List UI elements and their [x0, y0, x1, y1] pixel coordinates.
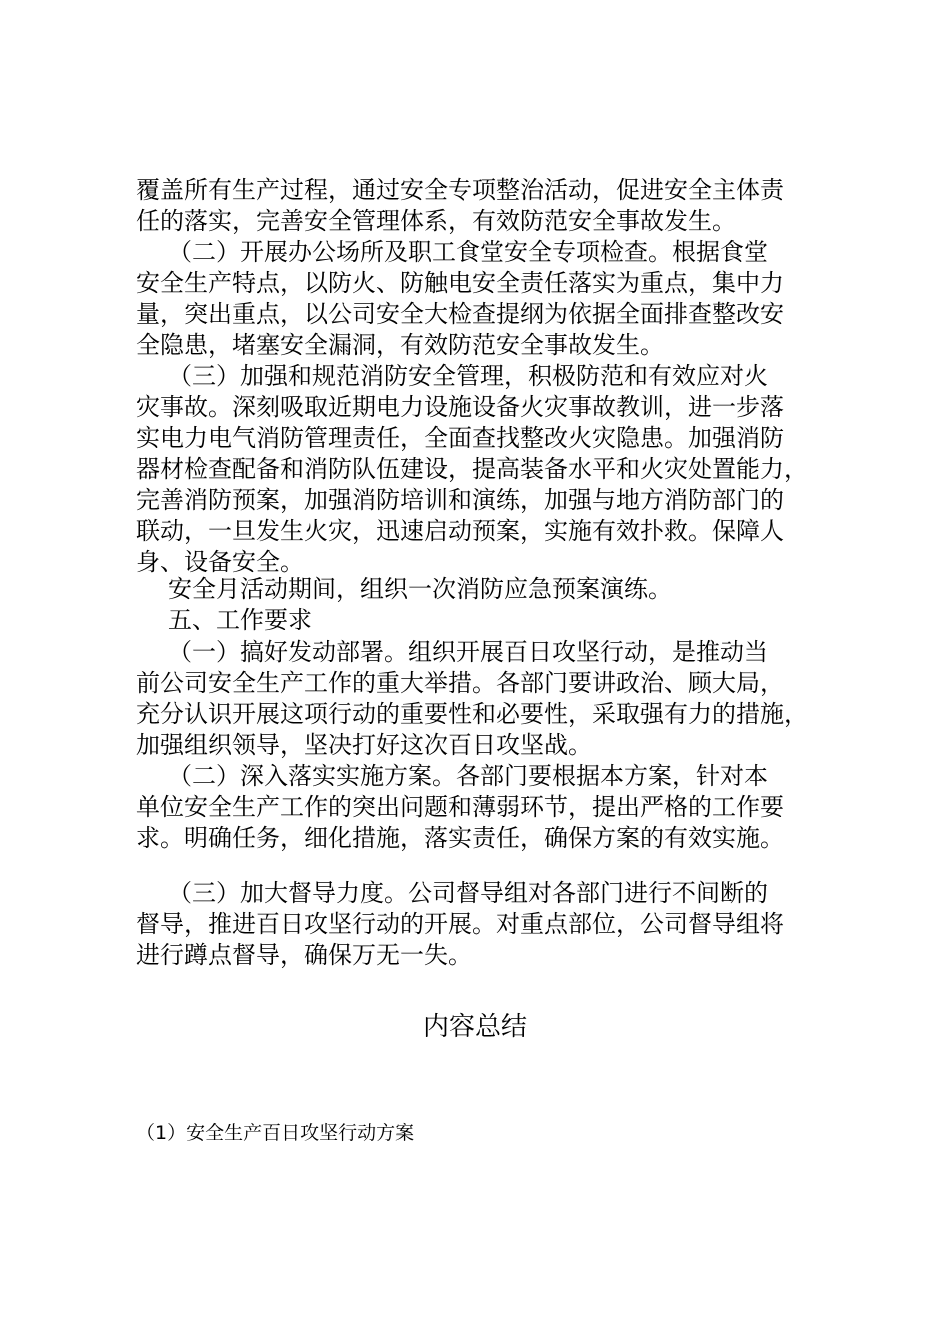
body-line: 前公司安全生产工作的重大举措。各部门要讲政治、顾大局，	[136, 669, 784, 697]
body-line: 督导，推进百日攻坚行动的开展。对重点部位，公司督导组将	[136, 910, 784, 938]
body-line: 安全生产特点，以防火、防触电安全责任落实为重点，集中力	[136, 269, 784, 297]
body-line: 实电力电气消防管理责任，全面查找整改火灾隐患。加强消防	[136, 424, 784, 452]
body-line: 安全月活动期间，组织一次消防应急预案演练。	[168, 575, 672, 603]
body-line: 任的落实，完善安全管理体系，有效防范安全事故发生。	[136, 207, 736, 235]
body-line: （一）搞好发动部署。组织开展百日攻坚行动，是推动当	[168, 638, 768, 666]
body-line: 灾事故。深刻吸取近期电力设施设备火灾事故教训，进一步落	[136, 393, 784, 421]
body-line: 完善消防预案，加强消防培训和演练，加强与地方消防部门的	[136, 486, 784, 514]
body-line: 求。明确任务，细化措施，落实责任，确保方案的有效实施。	[136, 824, 784, 852]
body-line: 身、设备安全。	[136, 548, 304, 576]
body-line: 全隐患，堵塞安全漏洞，有效防范安全事故发生。	[136, 331, 664, 359]
body-line: （三）加大督导力度。公司督导组对各部门进行不间断的	[168, 879, 768, 907]
summary-title: 内容总结	[422, 1012, 527, 1042]
summary-item: （1）安全生产百日攻坚行动方案	[136, 1122, 415, 1144]
body-line: 充分认识开展这项行动的重要性和必要性，采取强有力的措施，	[136, 700, 808, 728]
body-line: 单位安全生产工作的突出问题和薄弱环节，提出严格的工作要	[136, 793, 784, 821]
body-line: 量，突出重点，以公司安全大检查提纲为依据全面排查整改安	[136, 300, 784, 328]
body-line: （二）开展办公场所及职工食堂安全专项检查。根据食堂	[168, 238, 768, 266]
body-line: 覆盖所有生产过程，通过安全专项整治活动，促进安全主体责	[136, 176, 784, 204]
body-line: 联动，一旦发生火灾，迅速启动预案，实施有效扑救。保障人	[136, 517, 784, 545]
body-line: 进行蹲点督导，确保万无一失。	[136, 941, 472, 969]
body-line: 加强组织领导，坚决打好这次百日攻坚战。	[136, 731, 592, 759]
section-heading: 五、工作要求	[168, 606, 312, 634]
body-line: （二）深入落实实施方案。各部门要根据本方案，针对本	[168, 762, 768, 790]
body-line: 器材检查配备和消防队伍建设，提高装备水平和火灾处置能力，	[136, 455, 808, 483]
body-line: （三）加强和规范消防安全管理，积极防范和有效应对火	[168, 362, 768, 390]
